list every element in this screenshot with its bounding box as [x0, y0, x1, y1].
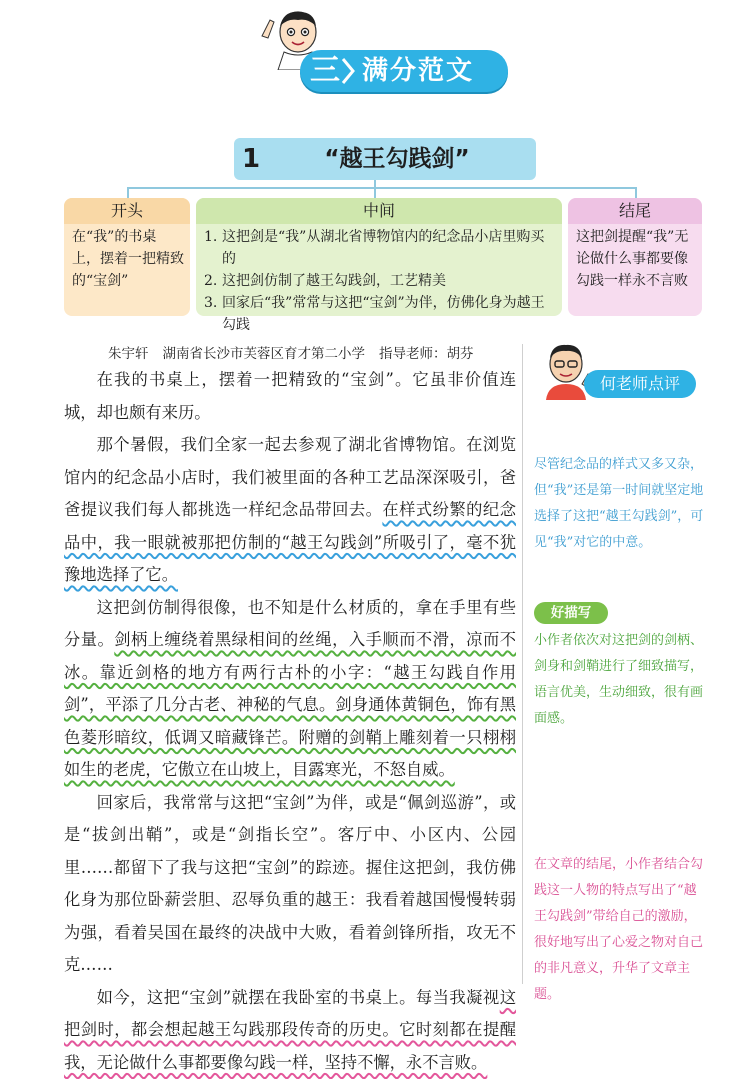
section-title: 满分范文 — [362, 50, 474, 92]
review-note-pink: 在文章的结尾，小作者结合勾践这一人物的特点写出了“越王勾践剑”带给自己的激励，很好地写出了心爱之物对自己的非凡意义，升华了文章主题。 — [534, 852, 706, 1008]
list-item: 1. 这把剑是“我”从湖北省博物馆内的纪念品小店里购买的 — [204, 226, 556, 270]
list-item: 3. 回家后“我”常常与这把“宝剑”为伴，仿佛化身为越王勾践 — [204, 292, 556, 336]
school-name: 湖南省长沙市芙蓉区育才第二小学 — [163, 346, 366, 362]
essay-title: “越王勾践剑” — [272, 138, 522, 180]
list-item: 2. 这把剑仿制了越王勾践剑，工艺精美 — [204, 270, 556, 292]
byline — [108, 342, 488, 362]
highlighted-text: 剑柄上缠绕着黑绿相间的丝绳，入手顺而不滑，凉而不冰。靠近剑格的地方有两行古朴的小字：“越王勾践自作用剑”，平添了几分古老、神秘的气息。剑身通体黄铜色，饰有黑色菱形暗纹，低调又暗藏锋芒。附赠的剑鞘上雕刻着一只栩栩如生的老虎，它傲立在山坡上，目露寒光，不怒自威。 — [64, 630, 516, 779]
review-note-green: 小作者依次对这把剑的剑柄、剑身和剑鞘进行了细致描写，语言优美，生动细致，很有画面感。 — [534, 628, 706, 732]
good-description-badge: 好描写 — [534, 602, 608, 624]
review-badge: 何老师点评 — [584, 370, 696, 398]
structure-opening-text: 在“我”的书桌上，摆着一把精致的“宝剑” — [72, 226, 184, 292]
structure-opening-label: 开头 — [64, 198, 190, 224]
highlighted-text: 在样式纷繁的纪念品中，我一眼就被那把仿制的“越王勾践剑”所吸引了，毫不犹豫地选择了它。 — [64, 500, 516, 584]
essay-body — [64, 364, 516, 1079]
chevron-right-icon — [341, 58, 355, 84]
structure-middle-list — [204, 226, 556, 336]
highlighted-text: 这把剑时，都会想起越王勾践那段传奇的历史。它时刻都在提醒我，无论做什么事都要像勾践一样，坚持不懈，永不言败。 — [64, 988, 516, 1072]
section-number: 三 — [304, 50, 346, 92]
essay-paragraph: 如今，这把“宝剑”就摆在我卧室的书桌上。每当我凝视这把剑时，都会想起越王勾践那段传奇的历史。它时刻都在提醒我，无论做什么事都要像勾践一样，坚持不懈，永不言败。 — [64, 982, 516, 1079]
essay-paragraph: 回家后，我常常与这把“宝剑”为伴，或是“佩剑巡游”，或是“拔剑出鞘”，或是“剑指长空”。客厅中、小区内、公园里……都留下了我与这把“宝剑”的踪迹。握住这把剑，我仿佛化身为那位卧薪尝胆、忍辱负重的越王：我看着越国慢慢转弱为强，看着吴国在最终的决战中大败，看着剑锋所指，攻无不克…… — [64, 787, 516, 982]
essay-number: 1 — [242, 138, 272, 180]
column-divider — [522, 344, 523, 984]
essay-paragraph: 那个暑假，我们全家一起去参观了湖北省博物馆。在浏览馆内的纪念品小店时，我们被里面的各种工艺品深深吸引，爸爸提议我们每人都挑选一样纪念品带回去。在样式纷繁的纪念品中，我一眼就被那把仿制的“越王勾践剑”所吸引了，毫不犹豫地选择了它。 — [64, 429, 516, 592]
essay-paragraph: 在我的书桌上，摆着一把精致的“宝剑”。它虽非价值连城，却也颇有来历。 — [64, 364, 516, 429]
structure-middle-label: 中间 — [196, 198, 562, 224]
structure-ending-text: 这把剑提醒“我”无论做什么事都要像勾践一样永不言败 — [576, 226, 696, 292]
essay-paragraph: 这把剑仿制得很像，也不知是什么材质的，拿在手里有些分量。剑柄上缠绕着黑绿相间的丝绳，入手顺而不滑，凉而不冰。靠近剑格的地方有两行古朴的小字：“越王勾践自作用剑”，平添了几分古老、神秘的气息。剑身通体黄铜色，饰有黑色菱形暗纹，低调又暗藏锋芒。附赠的剑鞘上雕刻着一只栩栩如生的老虎，它傲立在山坡上，目露寒光，不怒自威。 — [64, 592, 516, 787]
advisor-name: 指导老师：胡芬 — [379, 346, 474, 362]
review-note-blue: 尽管纪念品的样式又多又杂，但“我”还是第一时间就坚定地选择了这把“越王勾践剑”，可见“我”对它的中意。 — [534, 452, 706, 556]
author-name: 朱宇轩 — [108, 346, 149, 362]
structure-ending-label: 结尾 — [568, 198, 702, 224]
